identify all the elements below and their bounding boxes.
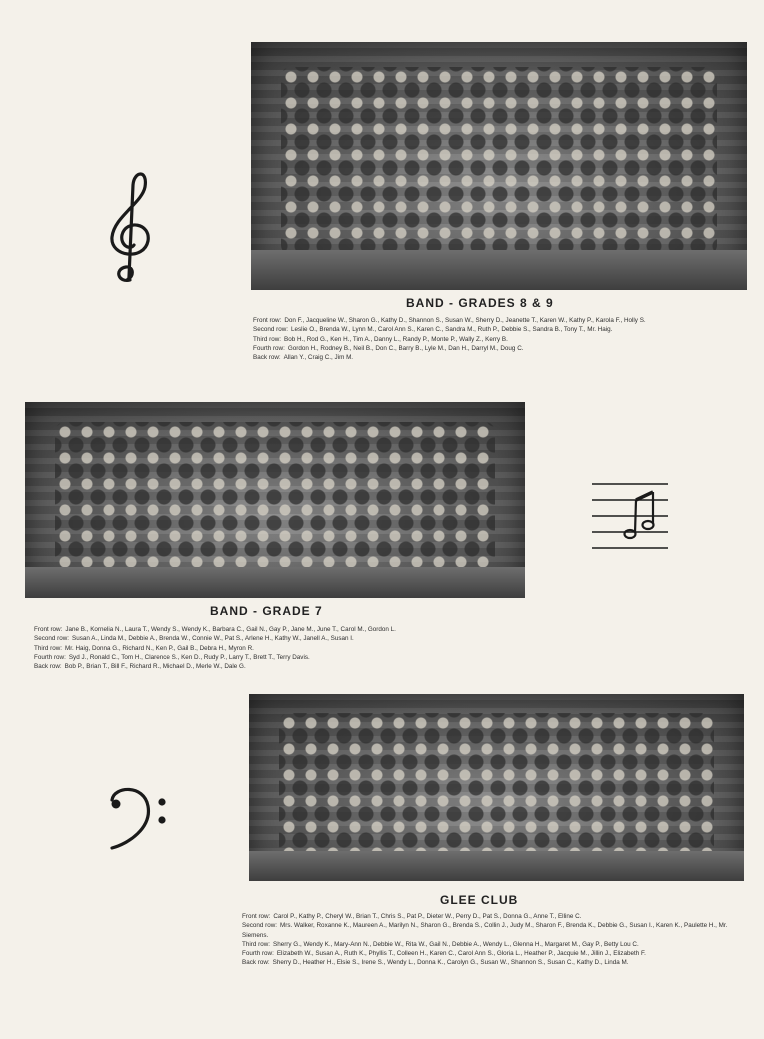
band-grades-8-9-roster <box>253 316 749 362</box>
band-grade-7-title: BAND - GRADE 7 <box>210 604 323 618</box>
band-grade-7-photo <box>25 402 525 598</box>
bass-clef-icon <box>104 782 174 852</box>
roster-row: Back row: Allan Y., Craig C., Jim M. <box>253 354 354 362</box>
roster-row: Second row: Susan A., Linda M., Debbie A., Brenda W., Connie W., Pat S., Arlene H., Kathy W., Janell A., Susan I. <box>34 635 354 643</box>
glee-club-photo <box>249 694 744 881</box>
roster-row: Second row: Leslie O., Brenda W., Lynn M., Carol Ann S., Karen C., Sandra M., Ruth P., Debbie S., Sandra B., Tony T., Mr. Haig. <box>253 326 613 334</box>
roster-row: Front row: Jane B., Kornelia N., Laura T., Wendy S., Wendy K., Barbara C., Gail N., Gay P., Jane M., June T., Carol M., Gordon L. <box>34 626 396 633</box>
roster-row: Front row: Carol P., Kathy P., Cheryl W., Brian T., Chris S., Pat P., Dieter W., Perry D., Pat S., Donna G., Anne T., Elline C. <box>242 913 582 920</box>
band-grade-7-roster <box>34 625 524 671</box>
band-grades-8-9-title: BAND - GRADES 8 & 9 <box>406 296 554 310</box>
roster-row: Third row: Mr. Haig, Donna G., Richard N., Ken P., Gail B., Debra H., Myron R. <box>34 644 254 652</box>
roster-row: Fourth row: Syd J., Ronald C., Tom H., Clarence S., Ken D., Rudy P., Larry T., Brett T., Terry Davis. <box>34 653 310 661</box>
roster-row: Back row: Sherry D., Heather H., Elsie S., Irene S., Wendy L., Donna K., Carolyn G., Susan W., Shannon S., Susan C., Kathy D., Linda M. <box>242 959 629 967</box>
roster-row: Front row: Don F., Jacqueline W., Sharon G., Kathy D., Shannon S., Susan W., Sherry D., Jeanette T., Karen W., Kathy P., Karola F., Holly S. <box>253 317 646 324</box>
roster-row: Second row: Mrs. Walker, Roxanne K., Maureen A., Marilyn N., Sharon G., Brenda S., Collin J., Judy M., Sharon F., Brenda K., Debbie G., Susan I., Karen K., Paulette H., Mr. Siemens. <box>242 922 728 939</box>
band-grades-8-9-photo <box>251 42 747 290</box>
roster-row: Third row: Bob H., Rod G., Ken H., Tim A., Danny L., Randy P., Monte P., Wally Z., Kerry B. <box>253 335 508 343</box>
roster-row: Third row: Sherry G., Wendy K., Mary-Ann N., Debbie W., Rita W., Gail N., Debbie A., Wendy L., Glenna H., Margaret M., Gay P., Betty Lou C. <box>242 940 639 948</box>
roster-row: Back row: Bob P., Brian T., Bill F., Richard R., Michael D., Merle W., Dale G. <box>34 663 246 671</box>
treble-clef-icon <box>100 165 160 290</box>
roster-row: Fourth row: Gordon H., Rodney B., Neil B., Don C., Barry B., Lyle M., Dan H., Darryl M., Doug C. <box>253 344 524 352</box>
music-staff-notes-icon <box>590 478 670 560</box>
glee-club-title: GLEE CLUB <box>440 893 519 907</box>
roster-row: Fourth row: Elizabeth W., Susan A., Ruth K., Phyllis T., Colleen H., Karen C., Carol Ann S., Gloria L., Heather P., Jacquie M., Jillin J., Elizabeth F. <box>242 950 646 958</box>
glee-club-roster <box>242 912 737 968</box>
